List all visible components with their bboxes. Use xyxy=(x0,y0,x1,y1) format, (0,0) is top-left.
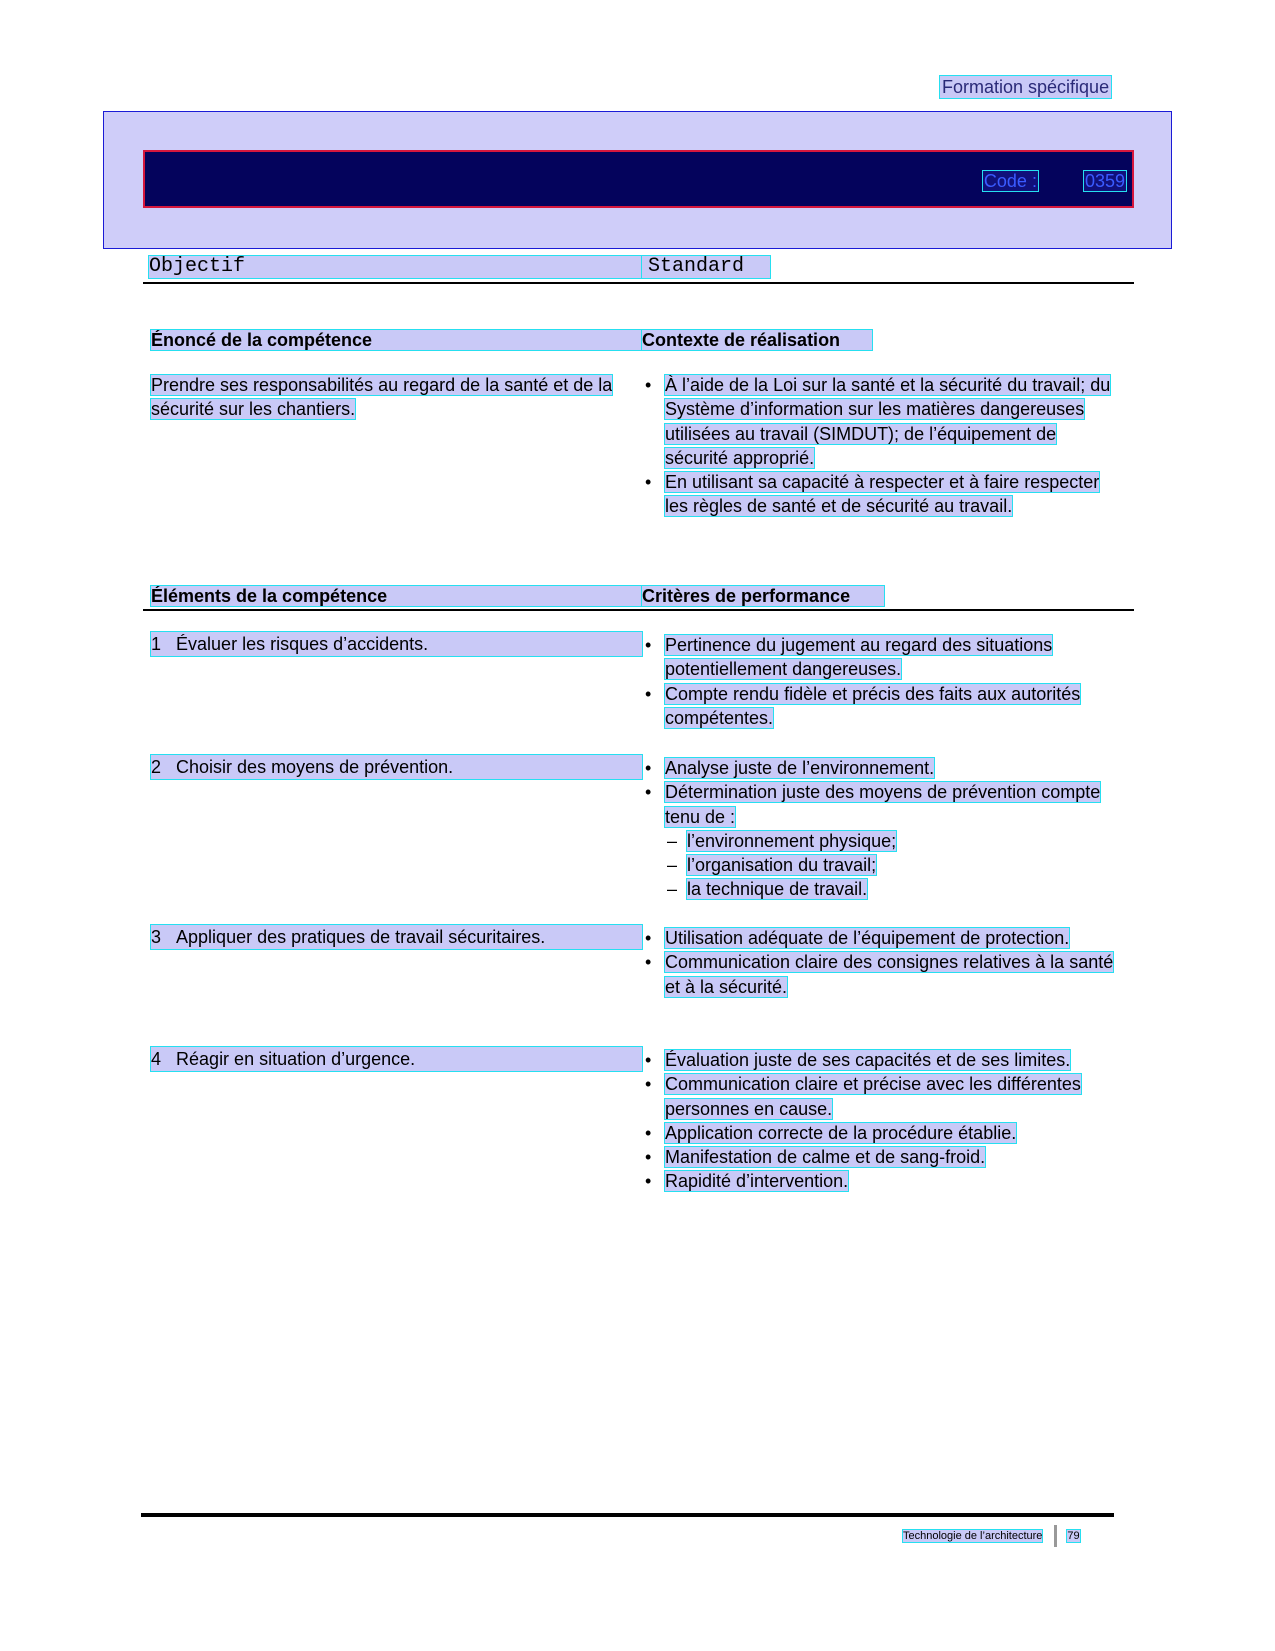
footer-separator xyxy=(1054,1525,1057,1547)
footer-program: Technologie de l’architecture xyxy=(903,1529,1043,1542)
element-2: 2 Choisir des moyens de prévention. xyxy=(151,755,642,779)
column-header-objectif: Objectif xyxy=(149,256,641,278)
element-1: 1 Évaluer les risques d’accidents. xyxy=(151,632,642,656)
list-item: • En utilisant sa capacité à respecter et à faire respecter les règles de santé et de sécurité au travail. xyxy=(643,470,1123,519)
list-item: • Rapidité d’intervention. xyxy=(643,1169,1123,1193)
competence-statement: Prendre ses responsabilités au regard de la santé et de la sécurité sur les chantiers. xyxy=(151,375,613,419)
sub-list-item: – la technique de travail. xyxy=(665,877,1123,901)
list-item: • Utilisation adéquate de l’équipement de protection. xyxy=(643,926,1123,950)
list-item: • Détermination juste des moyens de prévention compte tenu de : – l’environnement physique; – l’organisation du travail; – la technique de travail. xyxy=(643,780,1123,901)
code-field xyxy=(983,171,1126,191)
list-item: • Manifestation de calme et de sang-froid. xyxy=(643,1145,1123,1169)
list-item: • Évaluation juste de ses capacités et de ses limites. xyxy=(643,1048,1123,1072)
header-title-bar xyxy=(143,150,1134,208)
divider xyxy=(143,282,1134,284)
page-number: 79 xyxy=(1067,1529,1080,1542)
footer-divider xyxy=(141,1513,1114,1517)
element-4: 4 Réagir en situation d’urgence. xyxy=(151,1047,642,1071)
sub-list-item: – l’environnement physique; xyxy=(665,829,1123,853)
criteria-list-1 xyxy=(643,633,1123,730)
divider xyxy=(143,609,1134,611)
criteria-list-2 xyxy=(643,756,1123,902)
page-footer xyxy=(903,1525,1080,1547)
list-item: • Compte rendu fidèle et précis des faits aux autorités compétentes. xyxy=(643,682,1123,731)
list-item: • Analyse juste de l’environnement. xyxy=(643,756,1123,780)
list-item: • À l’aide de la Loi sur la santé et la sécurité du travail; du Système d’information sur les matières dangereuses utilisées au travail (SIMDUT); de l’équipement de sécurité approprié. xyxy=(643,373,1123,470)
element-3: 3 Appliquer des pratiques de travail sécuritaires. xyxy=(151,925,642,949)
code-label: Code : xyxy=(983,171,1037,191)
competence-heading: Énoncé de la compétence xyxy=(151,330,642,350)
context-heading: Contexte de réalisation xyxy=(642,330,872,350)
list-item: • Application correcte de la procédure établie. xyxy=(643,1121,1123,1145)
criteria-heading: Critères de performance xyxy=(642,586,884,606)
elements-heading: Éléments de la compétence xyxy=(151,586,642,606)
criteria-list-4 xyxy=(643,1048,1123,1194)
context-list xyxy=(643,373,1123,519)
code-value: 0359 xyxy=(1084,171,1125,191)
sub-list-item: – l’organisation du travail; xyxy=(665,853,1123,877)
list-item: • Communication claire et précise avec les différentes personnes en cause. xyxy=(643,1072,1123,1121)
list-item: • Pertinence du jugement au regard des situations potentiellement dangereuses. xyxy=(643,633,1123,682)
list-item: • Communication claire des consignes relatives à la santé et à la sécurité. xyxy=(643,950,1123,999)
column-header-standard: Standard xyxy=(642,256,770,278)
program-type-label: Formation spécifique xyxy=(942,77,1110,97)
criteria-list-3 xyxy=(643,926,1123,999)
